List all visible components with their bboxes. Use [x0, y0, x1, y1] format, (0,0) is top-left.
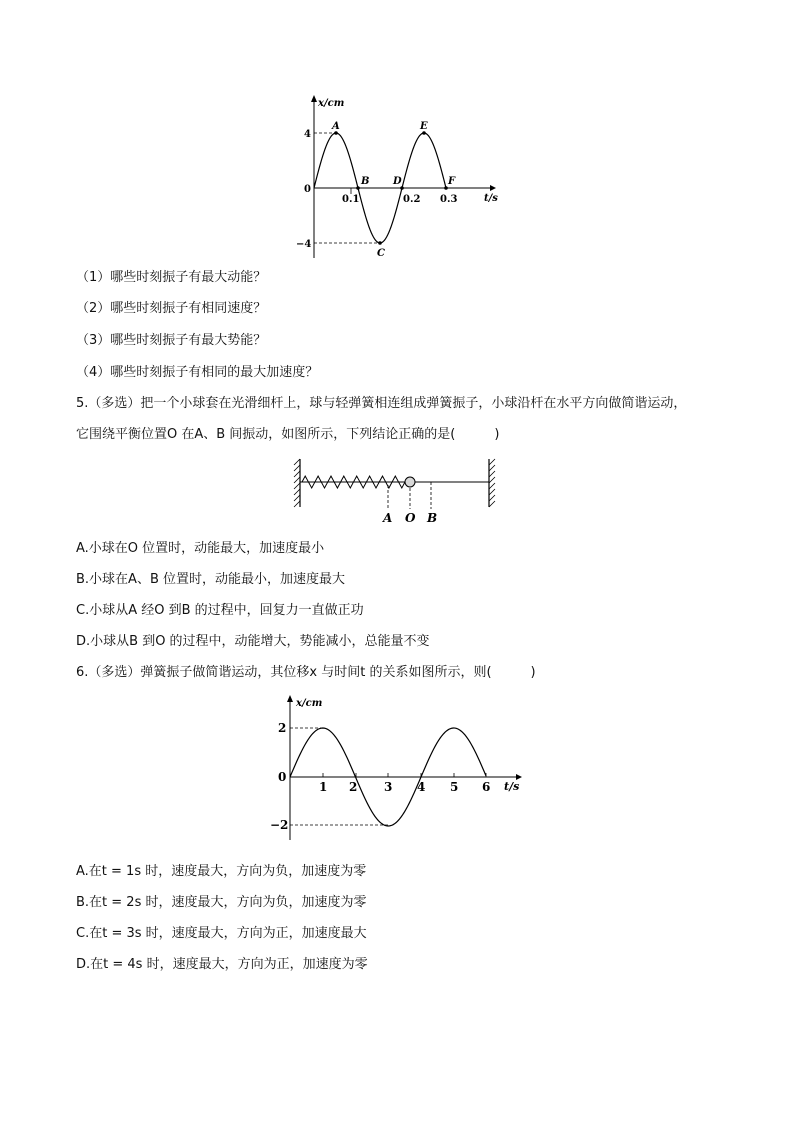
fig1-ytick-0: 0: [304, 184, 311, 195]
fig1-xtick-01: 0.1: [342, 194, 360, 205]
fig2-x-axis-label: t/s: [504, 780, 520, 793]
fig1-xtick-02: 0.2: [403, 194, 421, 205]
fig1-label-c: C: [377, 248, 385, 259]
fig1-ytick-4: 4: [304, 129, 311, 140]
fig2-xtick-2: 2: [349, 780, 358, 794]
fig1-y-arrow: [311, 95, 317, 102]
fig2-xtick-6: 6: [482, 780, 491, 794]
sub-question-4: （4）哪些时刻振子有相同的最大加速度？: [76, 365, 319, 380]
q5-option-a: A.小球在O 位置时，动能最大，加速度最小: [76, 541, 325, 556]
q5-option-d: D.小球从B 到O 的过程中，动能增大，势能减小，总能量不变: [76, 634, 430, 649]
fig1-ytick-minus4: −4: [296, 239, 312, 250]
label-a: A: [383, 511, 393, 525]
q6-stem: 6.（多选）弹簧振子做简谐运动，其位移x 与时间t 的关系如图所示，则( ): [76, 665, 536, 680]
q6-option-a: A.在t = 1s 时，速度最大，方向为负，加速度为零: [76, 864, 367, 879]
fig2-xtick-5: 5: [450, 780, 459, 794]
figure-2-xt-graph: [268, 692, 528, 842]
figure-spring-oscillator: [292, 455, 504, 527]
fig1-label-d: D: [393, 176, 402, 187]
fig1-label-b: B: [361, 176, 370, 187]
fig2-xtick-1: 1: [319, 780, 328, 794]
fig2-xtick-3: 3: [384, 780, 393, 794]
sub-question-2: （2）哪些时刻振子有相同速度？: [76, 301, 267, 316]
label-b: B: [427, 511, 438, 525]
sub-question-1: （1）哪些时刻振子有最大动能？: [76, 270, 267, 285]
fig2-y-axis-label: x/cm: [296, 698, 323, 709]
fig1-xtick-03: 0.3: [440, 194, 458, 205]
fig1-point-b: [356, 186, 360, 190]
q6-option-c: C.在t = 3s 时，速度最大，方向为正，加速度最大: [76, 926, 367, 941]
fig2-ytick-0: 0: [278, 770, 287, 784]
fig2-xtick-4: 4: [417, 780, 426, 794]
label-o: O: [405, 511, 416, 525]
figure-1-xt-graph: [296, 90, 506, 265]
ball: [405, 477, 415, 487]
fig1-label-e: E: [420, 121, 428, 132]
q5-stem-line-2: 它围绕平衡位置O 在A、B 间振动，如图所示，下列结论正确的是( ): [76, 427, 500, 442]
q6-option-d: D.在t = 4s 时，速度最大，方向为正，加速度为零: [76, 957, 368, 972]
q5-option-c: C.小球从A 经O 到B 的过程中，回复力一直做正功: [76, 603, 364, 618]
left-wall-hatch: [294, 459, 300, 507]
fig1-label-a: A: [332, 121, 340, 132]
fig2-y-arrow: [287, 695, 293, 702]
fig2-ytick-minus2: −2: [270, 818, 289, 832]
fig1-label-f: F: [448, 176, 456, 187]
fig2-ytick-2: 2: [278, 721, 287, 735]
fig1-x-axis-label: t/s: [484, 193, 498, 204]
q5-stem-line-1: 5.（多选）把一个小球套在光滑细杆上，球与轻弹簧相连组成弹簧振子，小球沿杆在水平方向做简谐运动，: [76, 396, 687, 411]
q6-option-b: B.在t = 2s 时，速度最大，方向为负，加速度为零: [76, 895, 367, 910]
fig1-point-c: [378, 241, 382, 245]
q5-option-b: B.小球在A、B 位置时，动能最小，加速度最大: [76, 572, 345, 587]
sub-question-3: （3）哪些时刻振子有最大势能？: [76, 333, 267, 348]
fig1-x-arrow: [490, 185, 496, 191]
right-wall-hatch: [489, 459, 495, 507]
fig2-tick-marks: [323, 773, 486, 777]
fig1-y-axis-label: x/cm: [318, 98, 345, 109]
